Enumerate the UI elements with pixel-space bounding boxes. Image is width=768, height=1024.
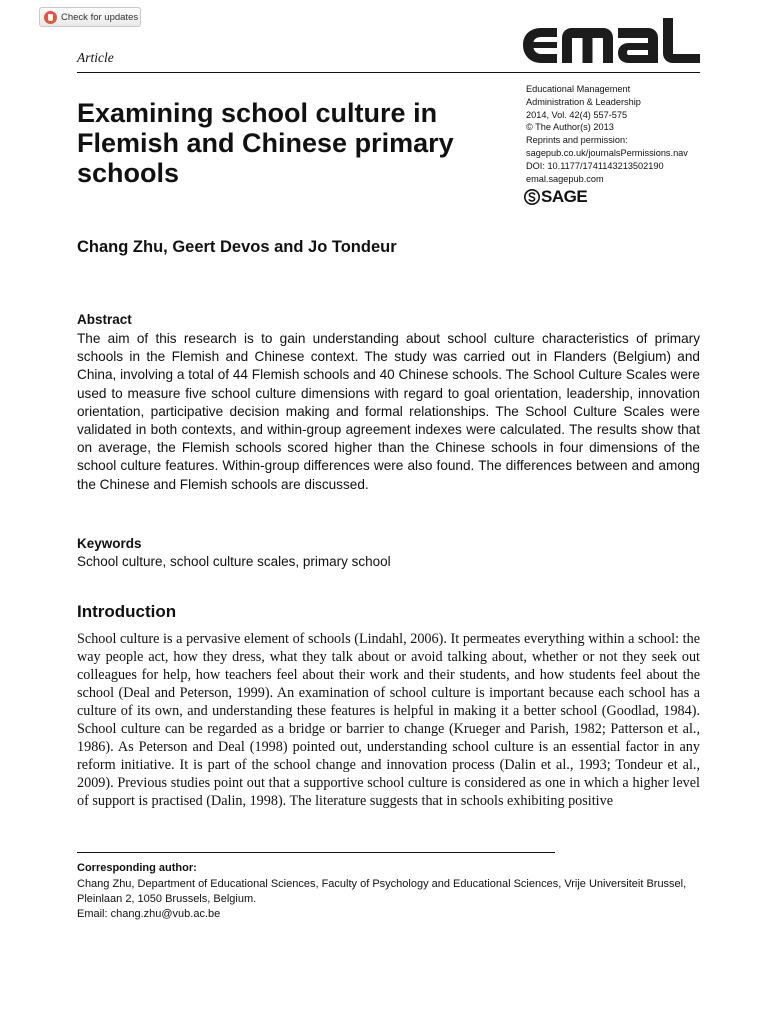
keywords-text: School culture, school culture scales, primary school (77, 554, 391, 569)
check-for-updates-label: Check for updates (61, 11, 139, 23)
journal-meta-line: Administration & Leadership (526, 96, 641, 107)
journal-meta-line: © The Author(s) 2013 (526, 122, 614, 133)
journal-website-link[interactable]: emal.sagepub.com (526, 173, 604, 184)
author-list: Chang Zhu, Geert Devos and Jo Tondeur (77, 238, 397, 256)
article-type-label: Article (77, 50, 114, 65)
abstract-text: The aim of this research is to gain understanding about school culture characteristics of primary schools in the Flemish and Chinese context. The study was carried out in Flanders (Belgium) and China, involving a total of 44 Flemish schools and 40 Chinese schools. The School Culture Scales were used to measure five school culture dimensions with regard to goal orientation, leadership, innovation orientation, participative decision making and formal relationships. The School Culture Scales were validated in both contexts, and within-group agreement indexes were calculated. The results show that on average, the Flemish schools scored higher than the Chinese schools in four dimensions of the school culture features. Within-group differences were also found. The differences between and among the Chinese and Flemish schools are discussed. (77, 331, 700, 492)
journal-meta-line: 2014, Vol. 42(4) 557-575 (526, 109, 628, 120)
sage-s-icon (524, 189, 540, 205)
paper-title: Examining school culture in Flemish and Chinese primary schools (77, 98, 454, 188)
corresponding-author-line: Pleinlaan 2, 1050 Brussels, Belgium. (77, 892, 257, 905)
journal-meta-line: Reprints and permission: (526, 135, 628, 146)
abstract-heading: Abstract (77, 312, 132, 327)
corresponding-author-line: Chang Zhu, Department of Educational Sciences, Faculty of Psychology and Educational Sciences, Vrije Universiteit Brussel, (77, 878, 687, 890)
doi-link[interactable]: DOI: 10.1177/1741143213502190 (526, 160, 664, 171)
header-rule (77, 72, 700, 73)
corresponding-author-email[interactable]: Email: chang.zhu@vub.ac.be (77, 907, 221, 920)
corresponding-author-details (77, 877, 707, 921)
corresponding-author-label: Corresponding author: (77, 862, 197, 874)
publisher-logo (524, 187, 587, 207)
journal-meta-line: Educational Management (526, 84, 631, 94)
crossmark-icon (44, 11, 57, 24)
journal-meta-line[interactable]: sagepub.co.uk/journalsPermissions.nav (526, 147, 688, 158)
check-for-updates-button[interactable] (39, 7, 141, 27)
introduction-heading: Introduction (77, 602, 177, 621)
journal-logo (521, 16, 702, 66)
introduction-text: School culture is a pervasive element of schools (Lindahl, 2006). It permeates everything within a school: the way people act, how they dress, what they talk about or avoid talking about, whether or not they seek out colleagues for help, how teachers feel about their work and their students, and how students feel about the school (Deal and Peterson, 1999). An examination of school culture is important because each school has a culture of its own, and understanding these features is helpful in making it a better school (Goodlad, 1984). School culture can be regarded as a bridge or barrier to change (Krueger and Parish, 1982; Patterson et al., 1986). As Peterson and Deal (1998) pointed out, understanding school culture is an essential factor in any reform initiative. It is part of the school change and innovation process (Dalin et al., 1993; Tondeur et al., 2009). Previous studies point out that a supportive school culture is considered as one in which a higher level of support is practised (Dalin, 1998). The literature suggests that in schools exhibiting positive (77, 631, 700, 810)
footnote-rule (77, 852, 555, 853)
journal-metadata (526, 83, 726, 185)
keywords-heading: Keywords (77, 536, 142, 551)
publisher-name: SAGE (541, 187, 588, 206)
